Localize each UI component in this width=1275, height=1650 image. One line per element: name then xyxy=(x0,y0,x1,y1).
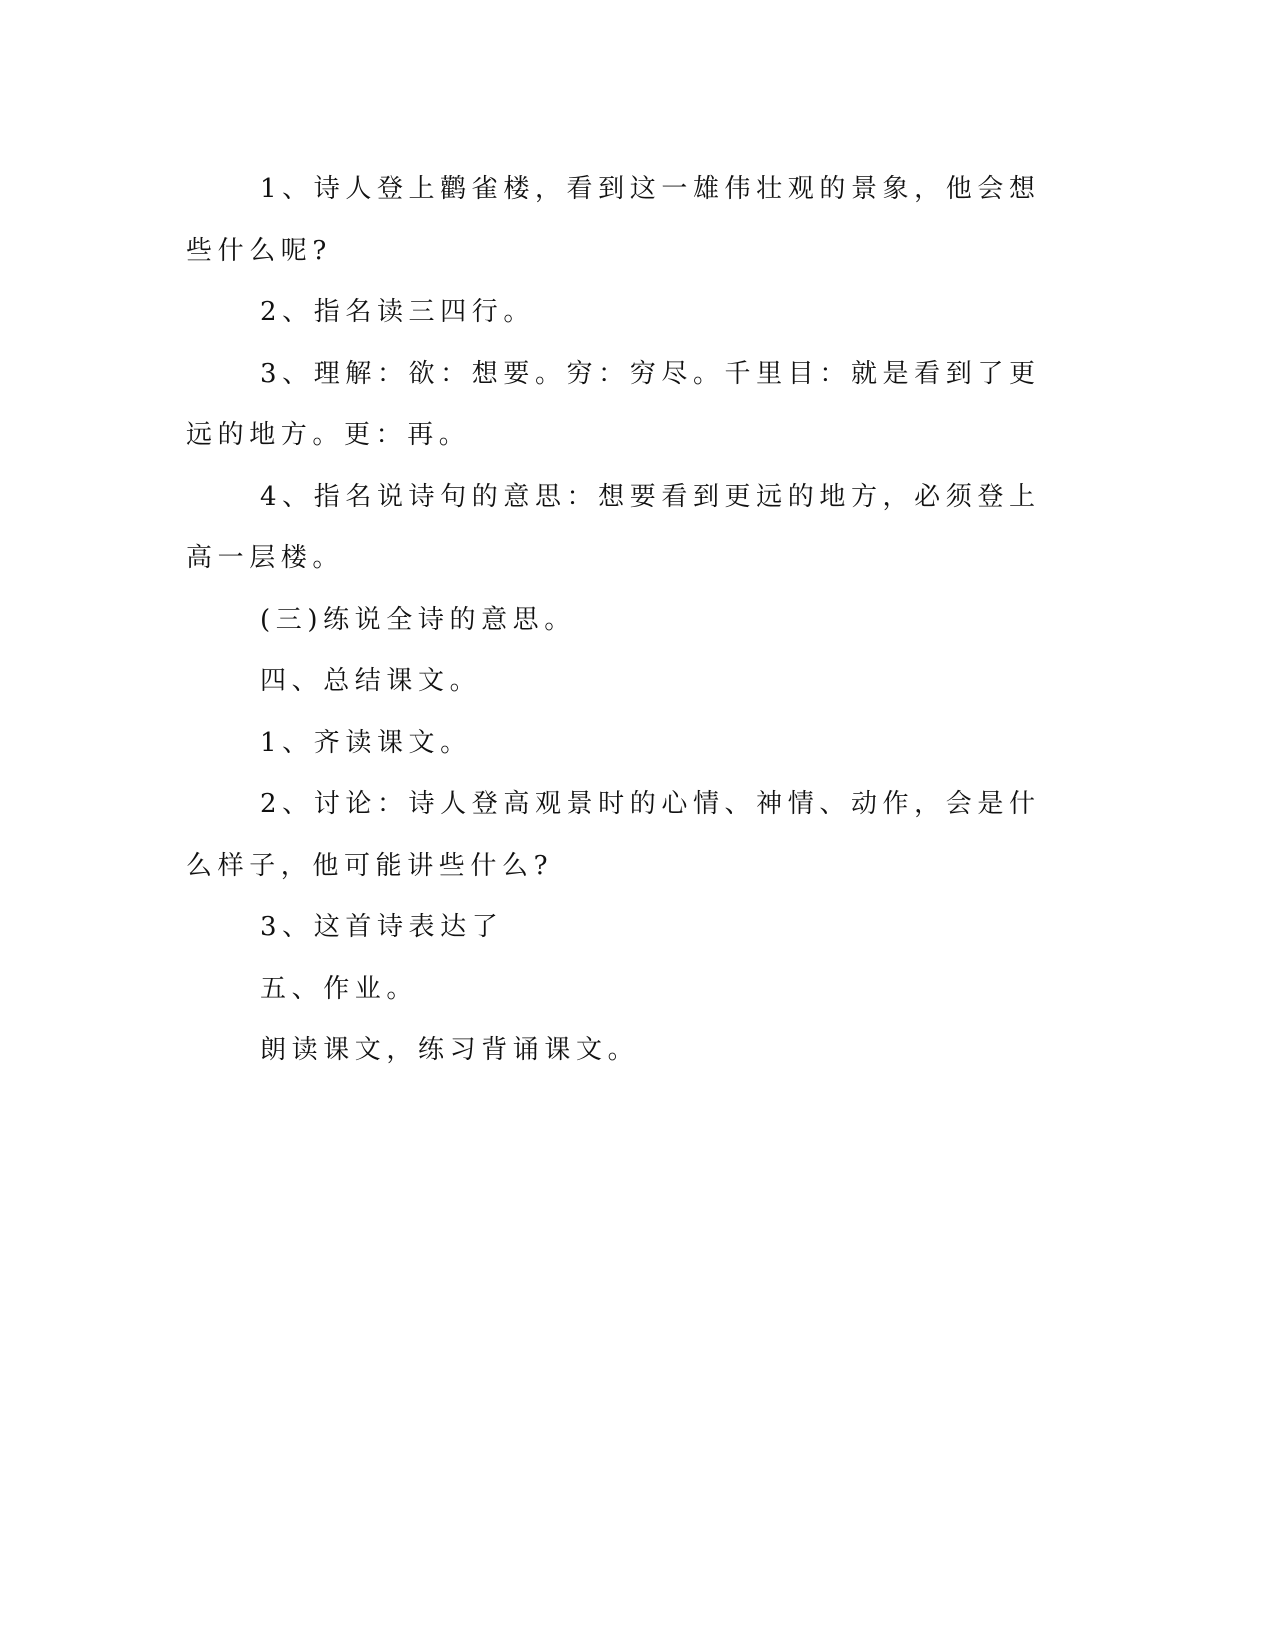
paragraph-verse-meaning: 4、指名说诗句的意思：想要看到更远的地方，必须登上高一层楼。 xyxy=(186,481,1041,573)
section-heading-summary: 四、总结课文。 xyxy=(260,666,482,696)
document-body xyxy=(186,159,1066,1082)
paragraph-discussion: 2、讨论：诗人登高观景时的心情、神情、动作，会是什么样子，他可能讲些什么? xyxy=(186,789,1041,881)
paragraph-q1-poet-thoughts: 1、诗人登上鹳雀楼，看到这一雄伟壮观的景象，他会想些什么呢? xyxy=(186,174,1041,266)
paragraph-homework-task: 朗读课文，练习背诵课文。 xyxy=(260,1035,640,1065)
paragraph-poem-expresses: 3、这首诗表达了 xyxy=(260,912,504,942)
paragraph-section-three: (三)练说全诗的意思。 xyxy=(260,604,576,635)
paragraph-read-together: 1、齐读课文。 xyxy=(260,727,472,758)
section-heading-homework: 五、作业。 xyxy=(260,973,419,1004)
paragraph-read-lines: 2、指名读三四行。 xyxy=(260,297,535,327)
paragraph-vocabulary: 3、理解：欲：想要。穷：穷尽。千里目：就是看到了更远的地方。更：再。 xyxy=(186,358,1041,450)
